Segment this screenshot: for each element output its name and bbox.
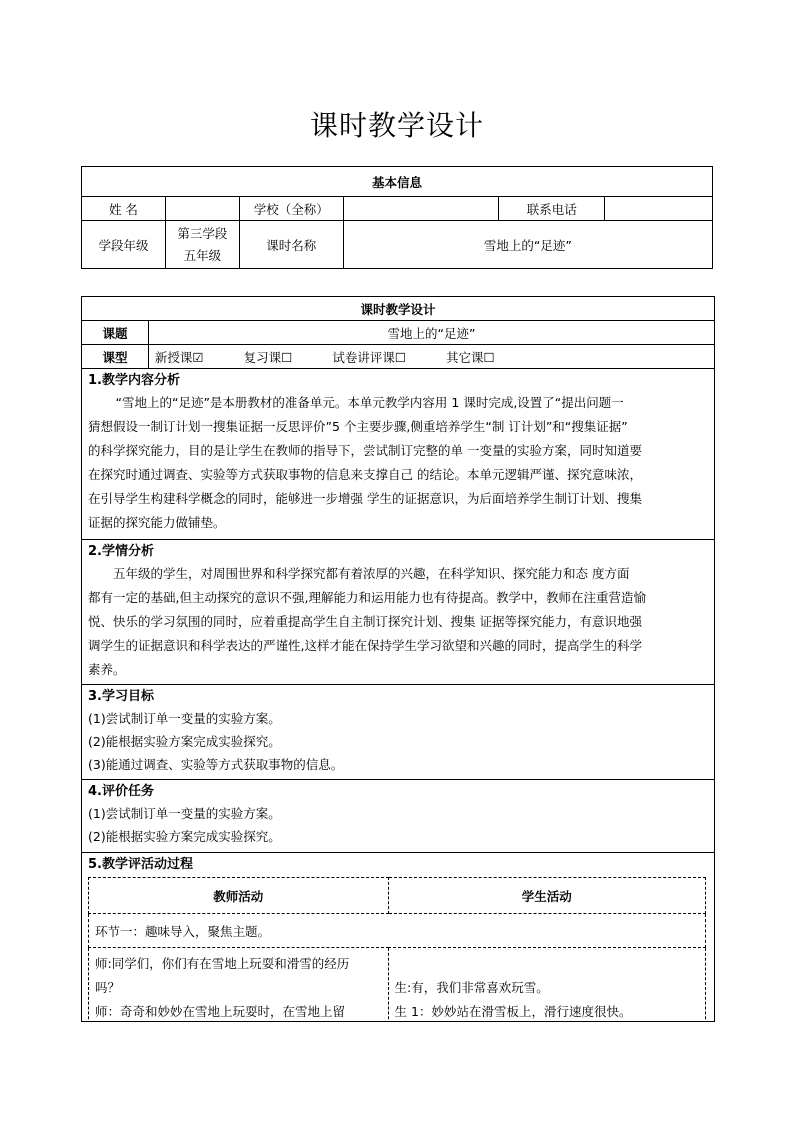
student-activity-line: 生:有，我们非常喜欢玩雪。 bbox=[394, 980, 549, 995]
content-line: 的科学探究能力，目的是让学生在教师的指导下，尝试制订完整的单 一变量的实验方案，同时知道要 bbox=[88, 443, 642, 458]
assessment-item: (2)能根据实验方案完成实验探究。 bbox=[88, 829, 281, 844]
type-option-other[interactable]: 其它课☐ bbox=[446, 349, 495, 365]
grade-value-line2: 五年级 bbox=[183, 247, 222, 263]
student-activity-cell bbox=[388, 948, 705, 1022]
student-analysis-text bbox=[88, 562, 708, 682]
assessment-title: 4.评价任务 bbox=[88, 784, 154, 799]
grade-value bbox=[165, 221, 239, 269]
section-objectives bbox=[82, 685, 715, 780]
step-one-row: 环节一：趣味导入，聚焦主题。 bbox=[89, 914, 706, 948]
teacher-activity-header: 教师活动 bbox=[89, 878, 389, 914]
page-title: 课时教学设计 bbox=[309, 109, 484, 142]
phone-label: 联系电话 bbox=[499, 197, 605, 221]
basic-info-header: 基本信息 bbox=[82, 167, 713, 197]
section-assessment bbox=[82, 780, 715, 853]
grade-value-line1: 第三学段 bbox=[177, 225, 228, 241]
content-analysis-title: 1.教学内容分析 bbox=[88, 373, 180, 388]
lesson-label: 课时名称 bbox=[239, 221, 343, 269]
teacher-activity-cell bbox=[89, 948, 389, 1022]
lesson-value: 雪地上的“足迹” bbox=[343, 221, 712, 269]
type-options bbox=[148, 345, 714, 369]
basic-info-table bbox=[81, 166, 713, 269]
student-analysis-title: 2.学情分析 bbox=[88, 544, 154, 559]
content-line: “雪地上的“足迹”是本册教材的准备单元。本单元教学内容用 1 课时完成,设置了“提出问题一 bbox=[115, 395, 624, 410]
name-value[interactable] bbox=[165, 197, 239, 221]
grade-label: 学段年级 bbox=[82, 221, 166, 269]
objective-item: (3)能通过调查、实验等方式获取事物的信息。 bbox=[88, 757, 344, 772]
teacher-line: 师：奇奇和妙妙在雪地上玩耍时，在雪地上留 bbox=[95, 1004, 346, 1019]
content-line: 猜想假设一制订计划一搜集证据一反思评价”5 个主要步骤,侧重培养学生“制 订计划”和“搜集证据” bbox=[88, 419, 628, 434]
process-title: 5.教学评活动过程 bbox=[88, 857, 193, 872]
content-line: 在探究时通过调查、实验等方式获取事物的信息来支撑自己 的结论。本单元逻辑严谨、探究意味浓， bbox=[88, 467, 642, 482]
process-table bbox=[88, 877, 706, 1021]
school-label: 学校（全称） bbox=[239, 197, 343, 221]
section-content-analysis bbox=[82, 369, 715, 540]
content-analysis-text bbox=[88, 391, 708, 535]
design-header: 课时教学设计 bbox=[82, 297, 715, 321]
student-line: 五年级的学生，对周围世界和科学探究都有着浓厚的兴趣，在科学知识、探究能力和态 度方面 bbox=[113, 566, 630, 581]
phone-value[interactable] bbox=[605, 197, 713, 221]
content-line: 证据的探究能力做铺垫。 bbox=[88, 515, 226, 530]
section-process bbox=[82, 853, 715, 1022]
student-line: 悦、快乐的学习氛围的同时，应着重提高学生自主制订探究计划、搜集 证据等探究能力，有意识地强 bbox=[88, 614, 642, 629]
student-activity-line: 生 1：妙妙站在滑雪板上，滑行速度很快。 bbox=[394, 1004, 632, 1019]
student-activity-header: 学生活动 bbox=[388, 878, 705, 914]
topic-value: 雪地上的“足迹” bbox=[148, 321, 714, 345]
type-option-new[interactable]: 新授课☑ bbox=[154, 349, 204, 365]
student-line: 调学生的证据意识和科学表达的严谨性,这样才能在保持学生学习欲望和兴趣的同时，提高学生的科学 bbox=[88, 638, 642, 653]
teacher-line: 吗？ bbox=[95, 980, 121, 995]
name-label: 姓 名 bbox=[82, 197, 166, 221]
objective-item: (1)尝试制订单一变量的实验方案。 bbox=[88, 711, 281, 726]
section-student-analysis bbox=[82, 540, 715, 685]
assessment-item: (1)尝试制订单一变量的实验方案。 bbox=[88, 806, 281, 821]
objectives-title: 3.学习目标 bbox=[88, 689, 154, 704]
lesson-design-table bbox=[81, 296, 715, 1022]
type-option-exam[interactable]: 试卷讲评课☐ bbox=[332, 349, 407, 365]
student-line: 都有一定的基础,但主动探究的意识不强,理解能力和运用能力也有待提高。教学中，教师在注重营造愉 bbox=[88, 590, 646, 605]
school-value[interactable] bbox=[343, 197, 499, 221]
topic-label: 课题 bbox=[82, 321, 149, 345]
teacher-line: 师:同学们，你们有在雪地上玩耍和滑雪的经历 bbox=[95, 956, 350, 971]
type-option-review[interactable]: 复习课☐ bbox=[243, 349, 293, 365]
process-table-clip bbox=[88, 875, 708, 1021]
content-line: 在引导学生构建科学概念的同时，能够进一步增强 学生的证据意识，为后面培养学生制订计划、搜集 bbox=[88, 491, 642, 506]
objective-item: (2)能根据实验方案完成实验探究。 bbox=[88, 734, 281, 749]
student-line: 素养。 bbox=[88, 662, 126, 677]
type-label: 课型 bbox=[82, 345, 149, 369]
